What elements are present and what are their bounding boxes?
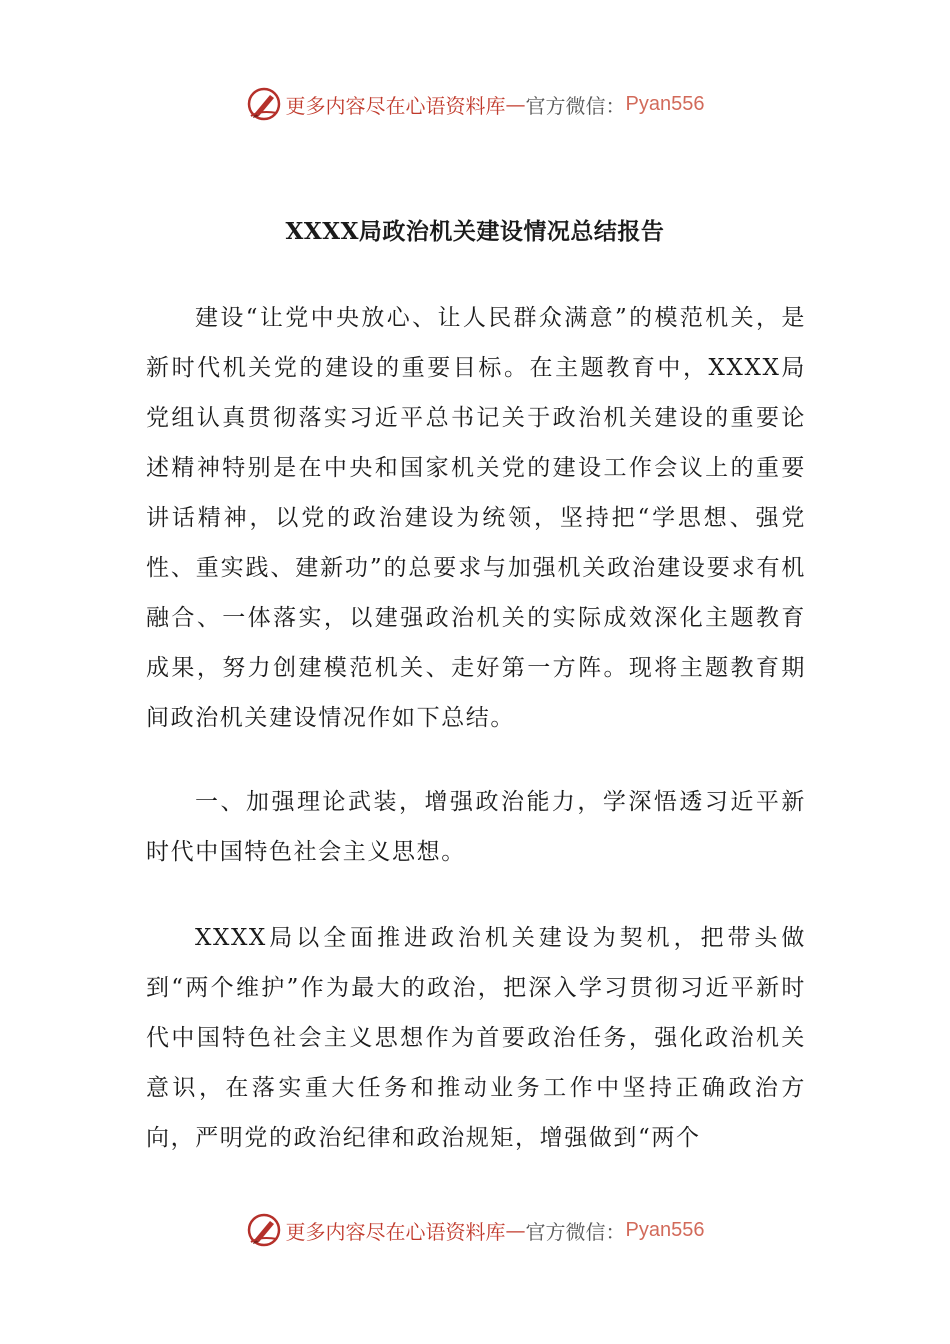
banner-dash: — [505, 92, 526, 116]
banner-wechat-id: Pyan556 [625, 92, 705, 115]
section-heading-1: 一、加强理论武装，增强政治能力，学深悟透习近平新时代中国特色社会主义思想。 [146, 789, 806, 865]
pen-logo-icon [246, 86, 282, 122]
banner-wechat-label: 官方微信： [525, 1219, 626, 1244]
body-paragraph: XXXX局以全面推进政治机关建设为契机，把带头做到“两个维护”作为最大的政治，把深入学习贯彻习近平新时代中国特色社会主义思想作为首要政治任务，强化政治机关意识，在落实重大任务和推动业务工作中坚持正确政治方向，严明党的政治纪律和政治规矩，增强做到“两个 [146, 925, 806, 1151]
banner-wechat-label: 官方微信： [525, 93, 626, 118]
banner-wechat-id: Pyan556 [625, 1218, 705, 1241]
banner-main-text: 更多内容尽在心语资料库 [285, 1219, 506, 1244]
document-title: XXXX局政治机关建设情况总结报告 [285, 218, 665, 245]
intro-paragraph: 建设“让党中央放心、让人民群众满意”的模范机关，是新时代机关党的建设的重要目标。在主题教育中，XXXX局党组认真贯彻落实习近平总书记关于政治机关建设的重要论述精神特别是在中央和国家机关党的建设工作会议上的重要讲话精神，以党的政治建设为统领，坚持把“学思想、强党性、重实践、建新功”的总要求与加强机关政治建设要求有机融合、一体落实，以建强政治机关的实际成效深化主题教育成果，努力创建模范机关、走好第一方阵。现将主题教育期间政治机关建设情况作如下总结。 [146, 305, 806, 731]
banner-dash: — [505, 1218, 526, 1242]
footer-banner [0, 1208, 950, 1252]
banner-main-text: 更多内容尽在心语资料库 [285, 93, 506, 118]
pen-logo-icon [246, 1212, 282, 1248]
header-banner [0, 82, 950, 126]
